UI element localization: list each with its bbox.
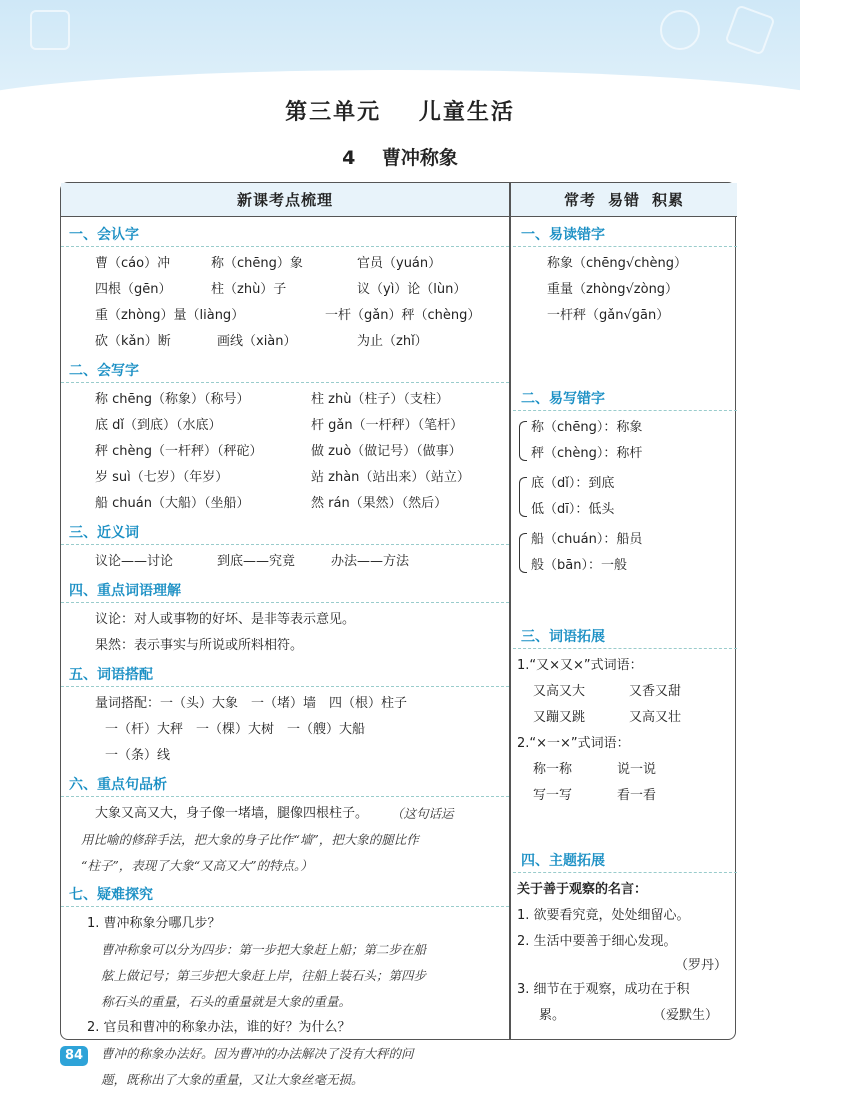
char-group <box>513 415 737 467</box>
word-item: 底 dǐ（到底）（水底） <box>95 418 222 433</box>
lesson-name: 曹冲称象 <box>381 147 458 169</box>
answer-line <box>61 1041 509 1067</box>
unit-theme: 儿童生活 <box>418 100 515 125</box>
lesson-title <box>0 143 800 170</box>
page-number: 84 <box>60 1046 88 1066</box>
word-item: 做 zuò（做记号）（做事） <box>311 444 462 459</box>
list-item <box>61 329 509 355</box>
word-item: 秤 chèng（一杆秤）（秤砣） <box>95 444 263 459</box>
section-title: 三、词语拓展 <box>513 625 737 649</box>
list-item <box>61 413 509 439</box>
char-group <box>513 527 737 579</box>
decoration-icon <box>660 10 700 50</box>
answer-line <box>61 989 509 1015</box>
analysis-note: （这句话运 <box>391 806 454 821</box>
list-item <box>513 471 737 497</box>
sentence-line <box>61 801 509 827</box>
quote-text: 3. 细节在于观察，成功在于积 <box>517 982 690 997</box>
list-item <box>61 743 509 769</box>
quote-text: 1. 欲要看究竟，处处细留心。 <box>517 908 690 923</box>
collocation: 一（杆）大秤 一（棵）大树 一（艘）大船 <box>105 722 366 737</box>
section-title: 四、主题拓展 <box>513 849 737 873</box>
right-header-part: 积累 <box>652 191 685 209</box>
decoration-icon <box>30 10 70 50</box>
list-item <box>61 491 509 517</box>
list-item <box>61 303 509 329</box>
expansion-word: 又高又壮 <box>629 710 682 725</box>
list-item <box>513 553 737 579</box>
expansion-word: 看一看 <box>617 788 657 803</box>
list-item <box>513 977 737 1003</box>
question <box>61 1015 509 1041</box>
word-item: 曹（cáo）冲 <box>95 256 171 271</box>
list-item <box>513 731 737 757</box>
question-text: 1. 曹冲称象分哪几步？ <box>87 916 221 931</box>
list-item <box>513 783 737 809</box>
quote-text: 2. 生活中要善于细心发现。 <box>517 934 677 949</box>
word-item: 为止（zhǐ） <box>357 334 428 349</box>
word-item: 砍（kǎn）断 <box>95 334 171 349</box>
word-item: 杆 gǎn（一杆秤）（笔杆） <box>311 418 464 433</box>
word-item: 重（zhòng）量（liàng） <box>95 308 245 323</box>
list-item <box>61 465 509 491</box>
list-item <box>61 251 509 277</box>
section-title: 六、重点句品析 <box>61 773 509 797</box>
expansion-word: 说一说 <box>617 762 657 777</box>
quote-author: （罗丹） <box>674 958 727 973</box>
list-item <box>513 903 737 929</box>
char-pair: 秤（chèng）：称杆 <box>531 446 643 461</box>
word-item: 一杆（gǎn）秤（chèng） <box>325 308 481 323</box>
quote-author: （爱默生） <box>653 1008 719 1023</box>
expansion-word: 称一称 <box>533 762 573 777</box>
quote-text: 累。 <box>539 1008 566 1023</box>
sentence-line <box>61 827 509 853</box>
list-item <box>61 387 509 413</box>
unit-title <box>0 95 800 126</box>
expansion-word: 又高又大 <box>533 684 586 699</box>
list-item <box>61 277 509 303</box>
answer-text: 称石头的重量，石头的重量就是大象的重量。 <box>101 994 352 1009</box>
answer-text: 题，既称出了大象的重量，又让大象丝毫无损。 <box>101 1072 364 1087</box>
list-item <box>61 633 509 659</box>
synonym-pair: 办法——方法 <box>331 554 410 569</box>
collocation: 一（条）线 <box>105 748 171 763</box>
question <box>61 911 509 937</box>
section-title: 一、会认字 <box>61 223 509 247</box>
expansion-word: 又香又甜 <box>629 684 682 699</box>
list-item <box>513 1003 737 1029</box>
list-item <box>513 527 737 553</box>
misread-word: 重量（zhòng√zòng） <box>547 282 679 297</box>
key-sentence: 大象又高又大，身子像一堵墙，腿像四根柱子。 <box>95 806 369 821</box>
section-title: 一、易读错字 <box>513 223 737 247</box>
answer-text: 舷上做记号；第三步把大象赶上岸，往船上装石头；第四步 <box>101 968 427 983</box>
list-item <box>513 705 737 731</box>
collocation: 量词搭配：一（头）大象 一（堵）墙 四（根）柱子 <box>95 696 408 711</box>
list-item <box>513 251 737 277</box>
word-item: 柱（zhù）子 <box>211 282 287 297</box>
banner-curve <box>0 70 860 190</box>
answer-line <box>61 1067 509 1093</box>
answer-line <box>61 937 509 963</box>
list-item <box>61 717 509 743</box>
word-item: 岁 suì（七岁）（年岁） <box>95 470 229 485</box>
question-text: 2. 官员和曹冲的称象办法，谁的好？为什么？ <box>87 1020 351 1035</box>
analysis-note: 用比喻的修辞手法，把大象的身子比作“墙”，把大象的腿比作 <box>81 832 419 847</box>
section-title: 二、易写错字 <box>513 387 737 411</box>
word-item: 称 chēng（称象）（称号） <box>95 392 250 407</box>
right-header <box>511 183 737 217</box>
pattern-label: 1.“又×又×”式词语： <box>517 658 643 673</box>
section-title: 四、重点词语理解 <box>61 579 509 603</box>
section-title: 三、近义词 <box>61 521 509 545</box>
list-item <box>61 607 509 633</box>
word-item: 船 chuán（大船）（坐船） <box>95 496 250 511</box>
word-item: 然 rán（果然）（然后） <box>311 496 448 511</box>
lesson-number: 4 <box>342 147 356 169</box>
char-pair: 底（dǐ）：到底 <box>531 476 615 491</box>
answer-text: 曹冲称象可以分为四步：第一步把大象赶上船；第二步在船 <box>101 942 427 957</box>
right-header-part: 常考 <box>563 191 596 209</box>
word-item: 柱 zhù（柱子）（支柱） <box>311 392 449 407</box>
answer-line <box>61 963 509 989</box>
misread-word: 一杆秤（gǎn√gān） <box>547 308 670 323</box>
list-item <box>513 679 737 705</box>
answer-text: 曹冲的称象办法好。因为曹冲的办法解决了没有大秤的问 <box>101 1046 414 1061</box>
word-item: 画线（xiàn） <box>217 334 297 349</box>
list-item <box>513 757 737 783</box>
list-item <box>61 439 509 465</box>
char-pair: 称（chēng）：称象 <box>531 420 643 435</box>
list-item <box>513 277 737 303</box>
column-divider <box>509 183 511 1039</box>
word-item: 称（chēng）象 <box>211 256 303 271</box>
list-item <box>513 653 737 679</box>
list-item <box>513 415 737 441</box>
section-title: 五、词语搭配 <box>61 663 509 687</box>
sentence-line <box>61 853 509 879</box>
word-item: 站 zhàn（站出来）（站立） <box>311 470 470 485</box>
analysis-note: “柱子”，表现了大象“又高又大”的特点。） <box>81 858 313 873</box>
word-item: 官员（yuán） <box>357 256 442 271</box>
list-item <box>513 877 737 903</box>
definition: 议论：对人或事物的好坏、是非等表示意见。 <box>95 612 356 627</box>
pattern-label: 2.“×一×”式词语： <box>517 736 630 751</box>
left-header: 新课考点梳理 <box>61 183 509 217</box>
section-title: 二、会写字 <box>61 359 509 383</box>
char-group <box>513 471 737 523</box>
list-item <box>61 549 509 575</box>
expansion-word: 写一写 <box>533 788 573 803</box>
right-header-part: 易错 <box>607 191 640 209</box>
definition: 果然：表示事实与所说或所料相符。 <box>95 638 304 653</box>
list-item <box>513 497 737 523</box>
synonym-pair: 议论——讨论 <box>95 554 174 569</box>
decoration-icon <box>724 4 775 55</box>
list-item <box>513 441 737 467</box>
section-title: 七、疑难探究 <box>61 883 509 907</box>
list-item <box>513 929 737 955</box>
word-item: 议（yì）论（lùn） <box>357 282 467 297</box>
char-pair: 船（chuán）：船员 <box>531 532 643 547</box>
char-pair: 低（dī）：低头 <box>531 502 615 517</box>
quote-heading: 关于善于观察的名言： <box>517 882 648 897</box>
expansion-word: 又蹦又跳 <box>533 710 586 725</box>
misread-word: 称象（chēng√chèng） <box>547 256 688 271</box>
synonym-pair: 到底——究竟 <box>217 554 296 569</box>
list-item <box>513 303 737 329</box>
char-pair: 般（bān）：一般 <box>531 558 627 573</box>
list-item <box>61 691 509 717</box>
unit-label: 第三单元 <box>285 100 382 125</box>
word-item: 四根（gēn） <box>95 282 172 297</box>
